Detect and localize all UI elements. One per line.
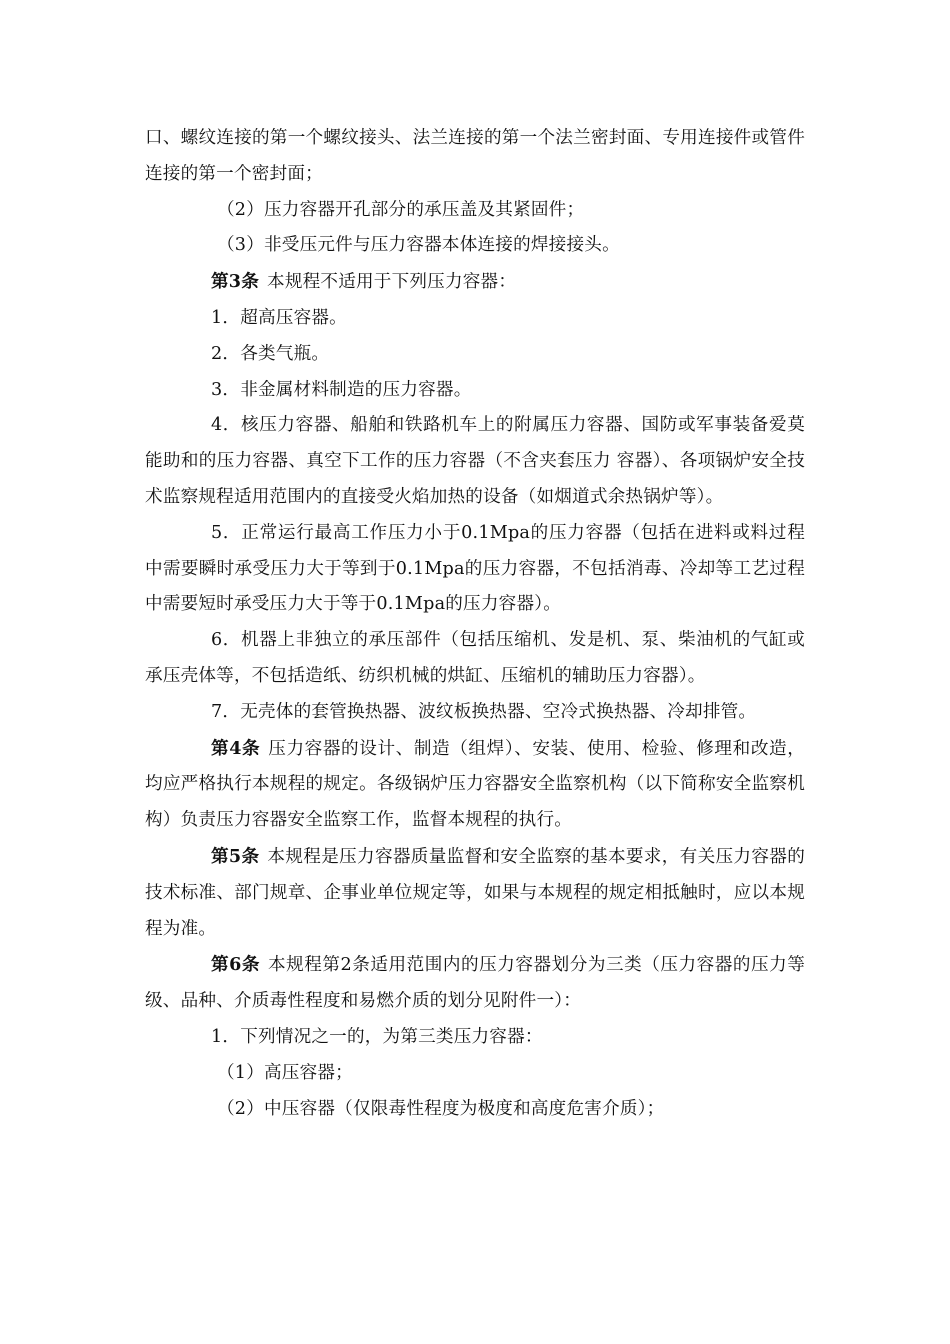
paragraph-text: 5．正常运行最高工作压力小于0.1Mpa的压力容器（包括在进料或料过程中需要瞬时承受压力大于等到于0.1Mpa的压力容器，不包括消毒、冷却等工艺过程中需要短时承受压力大于等于0.1Mpa的压力容器）。 bbox=[145, 522, 805, 615]
paragraph-text: 6．机器上非独立的承压部件（包括压缩机、发是机、泵、柴油机的气缸或承压壳体等，不包括造纸、纺织机械的烘缸、压缩机的辅助压力容器）。 bbox=[145, 630, 805, 686]
paragraph-text: 本规程不适用于下列压力容器： bbox=[267, 272, 517, 293]
list-item bbox=[145, 695, 805, 731]
list-item bbox=[145, 516, 805, 623]
list-item bbox=[145, 408, 805, 515]
list-item bbox=[145, 337, 805, 373]
paragraph-text: （2）中压容器（仅限毒性程度为极度和高度危害介质）； bbox=[217, 1098, 665, 1119]
paragraph-text: 3．非金属材料制造的压力容器。 bbox=[211, 379, 472, 400]
paragraph-text: （3）非受压元件与压力容器本体连接的焊接接头。 bbox=[217, 235, 620, 256]
paragraph-text: （2）压力容器开孔部分的承压盖及其紧固件； bbox=[217, 199, 585, 220]
article-number: 第5条 bbox=[211, 845, 260, 867]
article-3 bbox=[145, 264, 805, 301]
article-number: 第6条 bbox=[211, 954, 261, 976]
paragraph bbox=[145, 193, 805, 229]
paragraph-text: 压力容器的设计、制造（组焊）、安装、使用、检验、修理和改造，均应严格执行本规程的规定。各级锅炉压力容器安全监察机构（以下简称安全监察机构）负责压力容器安全监察工作，监督本规程的执行。 bbox=[145, 738, 806, 831]
document-body bbox=[145, 121, 805, 1127]
paragraph bbox=[145, 121, 805, 193]
article-number: 第3条 bbox=[211, 271, 260, 293]
paragraph-text: 本规程是压力容器质量监督和安全监察的基本要求，有关压力容器的技术标准、部门规章、企事业单位规定等，如果与本规程的规定相抵触时，应以本规程为准。 bbox=[145, 846, 805, 939]
article-6 bbox=[145, 947, 805, 1020]
paragraph-text: 2．各类气瓶。 bbox=[211, 343, 330, 364]
list-item bbox=[145, 1020, 805, 1056]
paragraph-text: 1．下列情况之一的，为第三类压力容器： bbox=[211, 1026, 543, 1047]
paragraph-text: 本规程第2条适用范围内的压力容器划分为三类（压力容器的压力等级、品种、介质毒性程度和易燃介质的划分见附件一）： bbox=[145, 955, 806, 1012]
list-item bbox=[145, 623, 805, 695]
article-5 bbox=[145, 839, 805, 947]
paragraph-text: 1．超高压容器。 bbox=[211, 307, 347, 328]
paragraph-text: （1）高压容器； bbox=[217, 1062, 353, 1083]
paragraph-text: 4．核压力容器、船舶和铁路机车上的附属压力容器、国防或军事装备爱莫能助和的压力容器、真空下工作的压力容器（不含夹套压力 容器）、各项锅炉安全技术监察规程适用范围内的直接受火焰加热的设备（如烟道式余热锅炉等）。 bbox=[145, 415, 805, 507]
list-item bbox=[145, 373, 805, 409]
paragraph-text: 口、螺纹连接的第一个螺纹接头、法兰连接的第一个法兰密封面、专用连接件或管件连接的第一个密封面； bbox=[145, 128, 805, 184]
article-number: 第4条 bbox=[211, 737, 261, 759]
list-item bbox=[145, 1092, 805, 1128]
list-item bbox=[145, 1056, 805, 1092]
list-item bbox=[145, 301, 805, 337]
paragraph-text: 7．无壳体的套管换热器、波纹板换热器、空冷式换热器、冷却排管。 bbox=[211, 701, 757, 722]
paragraph bbox=[145, 228, 805, 264]
article-4 bbox=[145, 731, 805, 839]
